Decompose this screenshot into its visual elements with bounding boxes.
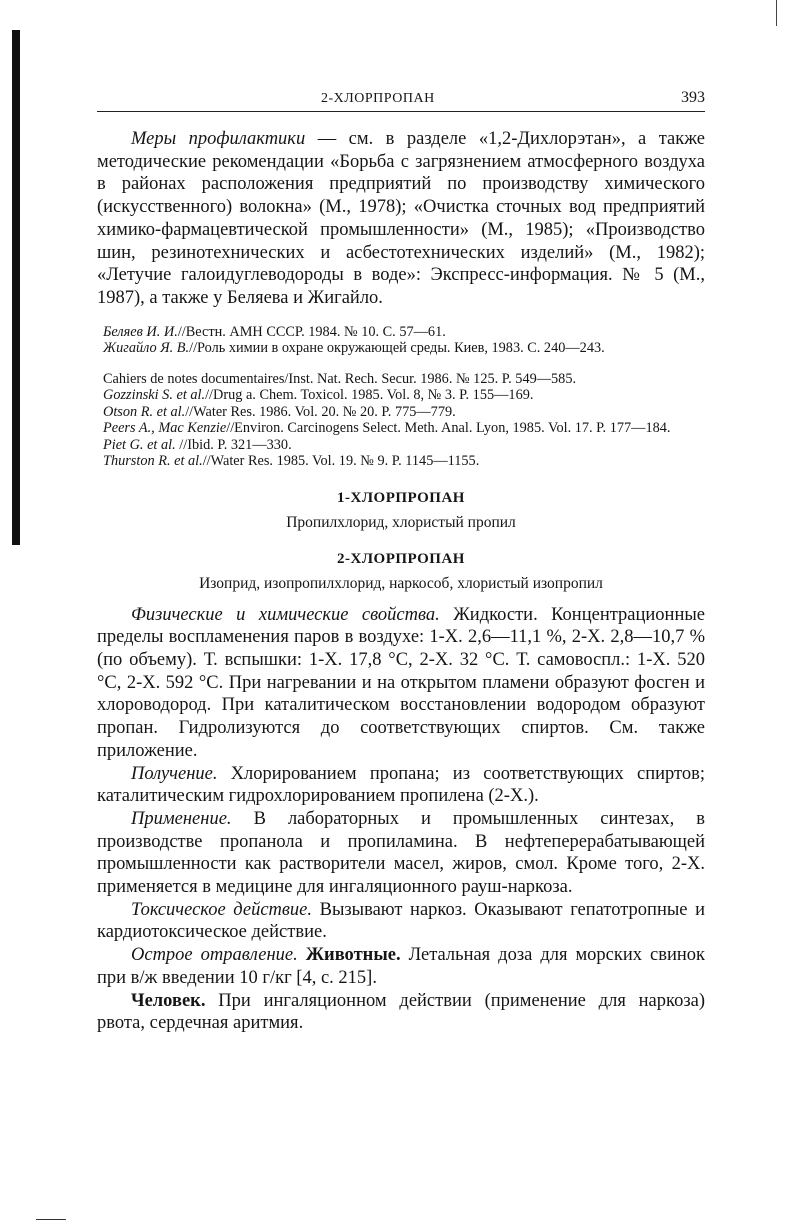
- reference-text: //Environ. Carcinogens Select. Meth. Anal. Lyon, 1985. Vol. 17. P. 177—184.: [226, 420, 671, 437]
- paragraph-lead: Токсическое действие.: [131, 899, 313, 920]
- reference-item: [97, 371, 705, 388]
- paragraph-lead: Физические и химические свойства.: [131, 604, 440, 625]
- reference-item: [97, 437, 705, 454]
- page-body: [97, 128, 705, 1035]
- application-paragraph: [97, 808, 705, 899]
- acute-poisoning-paragraph: [97, 944, 705, 989]
- scan-mark-bottom: [36, 1219, 66, 1220]
- reference-text: //Ibid. P. 321—330.: [175, 436, 292, 453]
- paragraph-lead: Получение.: [131, 763, 218, 784]
- scan-mark: [776, 0, 777, 26]
- reference-item: [97, 453, 705, 470]
- reference-text: //Drug a. Chem. Toxicol. 1985. Vol. 8, № 3. P. 155—169.: [205, 387, 534, 404]
- reference-author: Peers A., Mac Kenzie: [103, 420, 227, 437]
- paragraph-text: В лабораторных и промышленных синтезах, в производстве пропанола и пропиламина. В нефтеперерабатывающей промышленности как растворители масел, жиров, смол. Кроме того, 2-Х. применяется в медицине для ингаляционного рауш-наркоза.: [97, 808, 705, 898]
- running-title: 2-ХЛОРПРОПАН: [321, 91, 435, 106]
- paragraph-lead: Острое отравление.: [131, 945, 298, 966]
- paragraph-text: Жидкости. Концентрационные пределы воспламенения паров в воздухе: 1-Х. 2,6—11,1 %, 2-Х. 2,8—10,7 % (по объему). Т. вспышки: 1-Х. 17,8 °С, 2-Х. 32 °С. Т. самовоспл.: 1-Х. 520 °С, 2-Х. 592 °С. При нагревании и на открытом пламени образуют фосген и хлороводород. При каталитическом восстановлении водородом образуют пропан. Гидролизуются до соответствующих спиртов. См. также приложение.: [97, 604, 705, 761]
- production-paragraph: [97, 763, 705, 808]
- section-title-2-chloropropane: 2-ХЛОРПРОПАН: [337, 550, 465, 567]
- paragraph-bold-lead: Человек.: [131, 990, 206, 1011]
- reference-author: Gozzinski S. et al.: [103, 387, 206, 404]
- reference-text: //Water Res. 1985. Vol. 19. № 9. P. 1145—1155.: [202, 453, 480, 470]
- prevention-text: — см. в разделе «1,2-Дихлорэтан», а также методические рекомендации «Борьба с загрязнением атмосферного воздуха в районах расположения предприятий по производству химического (искусственного) волокна» (М., 1978); «Очистка сточных вод предприятий химико-фармацевтической промышленности» (М., 1985); «Производство шин, резинотехнических и асбестотехнических изделий» (М., 1982); «Летучие галоидуглеводороды в воде»: Экспресс-информация. № 5 (М., 1987), а также у Беляева и Жигайло.: [97, 129, 705, 308]
- section-synonyms-1-chloropropane: Пропилхлорид, хлористый пропил: [286, 513, 516, 531]
- paragraph-lead: Применение.: [131, 808, 232, 829]
- reference-author: Thurston R. et al.: [103, 453, 203, 470]
- references-russian: [97, 324, 705, 357]
- section-synonyms-2-chloropropane: Изоприд, изопропилхлорид, наркособ, хлористый изопропил: [199, 574, 603, 592]
- paragraph-text: Вызывают наркоз. Оказывают гепатотропные и кардиотоксическое действие.: [97, 899, 705, 943]
- human-paragraph: [97, 990, 705, 1035]
- header-rule: [97, 111, 705, 112]
- paragraph-text: Хлорированием пропана; из соответствующих спиртов; каталитическим гидрохлорированием пропилена (2-Х.).: [97, 763, 705, 807]
- page-number: 393: [681, 89, 705, 106]
- section-body: [97, 604, 705, 1035]
- reference-text: //Роль химии в охране окружающей среды. Киев, 1983. С. 240—243.: [189, 340, 605, 357]
- reference-item: [97, 387, 705, 404]
- properties-paragraph: [97, 604, 705, 763]
- reference-item: [97, 404, 705, 421]
- reference-author: Жигайло Я. В.: [103, 340, 190, 357]
- section-title-1-chloropropane: 1-ХЛОРПРОПАН: [337, 489, 465, 506]
- reference-author: Беляев И. И.: [103, 323, 178, 340]
- reference-text: Cahiers de notes documentaires/Inst. Nat. Rech. Secur. 1986. № 125. P. 549—585.: [103, 370, 577, 387]
- reference-text: //Вестн. АМН СССР. 1984. № 10. С. 57—61.: [177, 323, 446, 340]
- prevention-lead: Меры профилактики: [131, 129, 306, 149]
- references-foreign: [97, 371, 705, 470]
- toxic-action-paragraph: [97, 899, 705, 944]
- running-header: [97, 88, 705, 112]
- prevention-paragraph: [97, 128, 705, 310]
- reference-item: [97, 324, 705, 341]
- reference-author: Piet G. et al.: [103, 436, 176, 453]
- paragraph-bold-lead: Животные.: [297, 945, 401, 966]
- binding-shadow: [12, 30, 20, 545]
- reference-author: Otson R. et al.: [103, 403, 186, 420]
- reference-item: [97, 340, 705, 357]
- reference-item: [97, 420, 705, 437]
- reference-text: //Water Res. 1986. Vol. 20. № 20. P. 775—779.: [185, 403, 456, 420]
- paragraph-text: Летальная доза для морских свинок при в/ж введении 10 г/кг [4, с. 215].: [97, 945, 705, 988]
- paragraph-text: При ингаляционном действии (применение для наркоза) рвота, сердечная аритмия.: [97, 990, 705, 1034]
